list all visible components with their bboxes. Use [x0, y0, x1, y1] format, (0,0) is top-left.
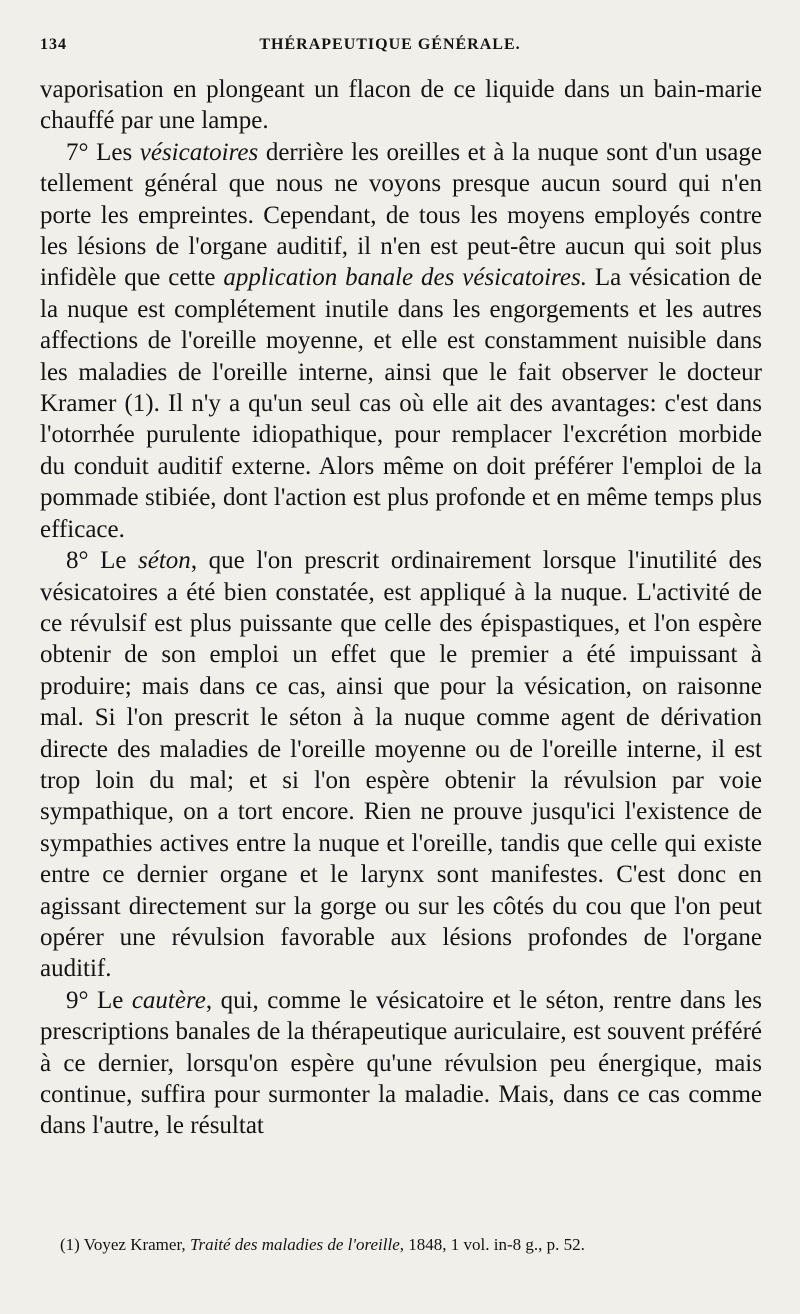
italic-text: vésicatoires [139, 138, 259, 166]
text-run: , 1848, 1 vol. in-8 g., p. 52. [399, 1235, 585, 1254]
paragraph-vesicatoires [40, 137, 762, 545]
text-run: La vésication de la nuque est complétement inutile dans les engorgements et les autres affections de l'oreille moyenne, et elle est constamment nuisible dans les maladies de l'oreille interne, ainsi que le fait observer le docteur Kramer (1). Il n'y a qu'un seul cas où elle ait des avantages: c'est dans l'otorrhée purulente idiopathique, pour remplacer l'excrétion morbide du conduit auditif externe. Alors même on doit préférer l'emploi de la pommade stibiée, dont l'action est plus profonde et en même temps plus efficace. [40, 264, 763, 543]
body-text [40, 74, 762, 1142]
paragraph-seton [40, 545, 762, 985]
paragraph-cautere [40, 985, 762, 1142]
italic-text: cautère [131, 986, 206, 1014]
running-title: THÉRAPEUTIQUE GÉNÉRALE. [259, 36, 521, 53]
italic-text: application banale des vésicatoires. [223, 264, 587, 292]
text-run: , que l'on prescrit ordinairement lorsque l'inutilité des vésicatoires a été bien constatée, est appliqué à la nuque. L'activité de ce révulsif est plus puissante que celle des épispastiques, et l'on espère obtenir de son emploi un effet que le premier a été impuissant à produire; mais dans ce cas, ainsi que pour la vésication, on raisonne mal. Si l'on prescrit le séton à la nuque comme agent de dérivation directe des maladies de l'oreille moyenne ou de l'oreille interne, il est trop loin du mal; et si l'on espère obtenir la révulsion par voie sympathique, on a tort encore. Rien ne prouve jusqu'ici l'existence de sympathies actives entre la nuque et l'oreille, tandis que celle qui existe entre ce dernier organe et le larynx sont manifestes. C'est donc en agissant directement sur la gorge ou sur les côtés du cou que l'on peut opérer une révulsion favorable aux lésions profondes de l'organe auditif. [40, 547, 762, 983]
page-number: 134 [40, 36, 67, 53]
footnote-area [40, 1232, 770, 1258]
text-run: (1) Voyez Kramer, [60, 1235, 190, 1254]
paragraph-continuation [40, 74, 762, 137]
italic-text: Traité des maladies de l'oreille [189, 1235, 400, 1254]
page-header [40, 36, 740, 62]
text-run: , qui, comme le vésicatoire et le séton, rentre dans les prescriptions banales de la thérapeutique auriculaire, est souvent préféré à ce dernier, lorsqu'on espère qu'une révulsion peu énergique, mais continue, suffira pour surmonter la maladie. Mais, dans ce cas comme dans l'autre, le résultat [40, 986, 762, 1140]
italic-text: séton [138, 547, 191, 575]
footnote-1 [40, 1232, 770, 1258]
text-run: 8° Le [66, 547, 139, 575]
text-run: derrière les oreilles et à la nuque sont d'un usage tellement général que nous ne voyons presque aucun sourd qui n'en porte les empreintes. Cependant, de tous les moyens employés contre les lésions de l'organe auditif, il n'en est peut-être aucun qui soit plus infidèle que cette [40, 138, 762, 292]
text-run: 7° Les [66, 138, 140, 166]
text-run: 9° Le [66, 986, 132, 1014]
text-run: vaporisation en plongeant un flacon de ce liquide dans un bain-marie chauffé par une lampe. [40, 76, 762, 135]
